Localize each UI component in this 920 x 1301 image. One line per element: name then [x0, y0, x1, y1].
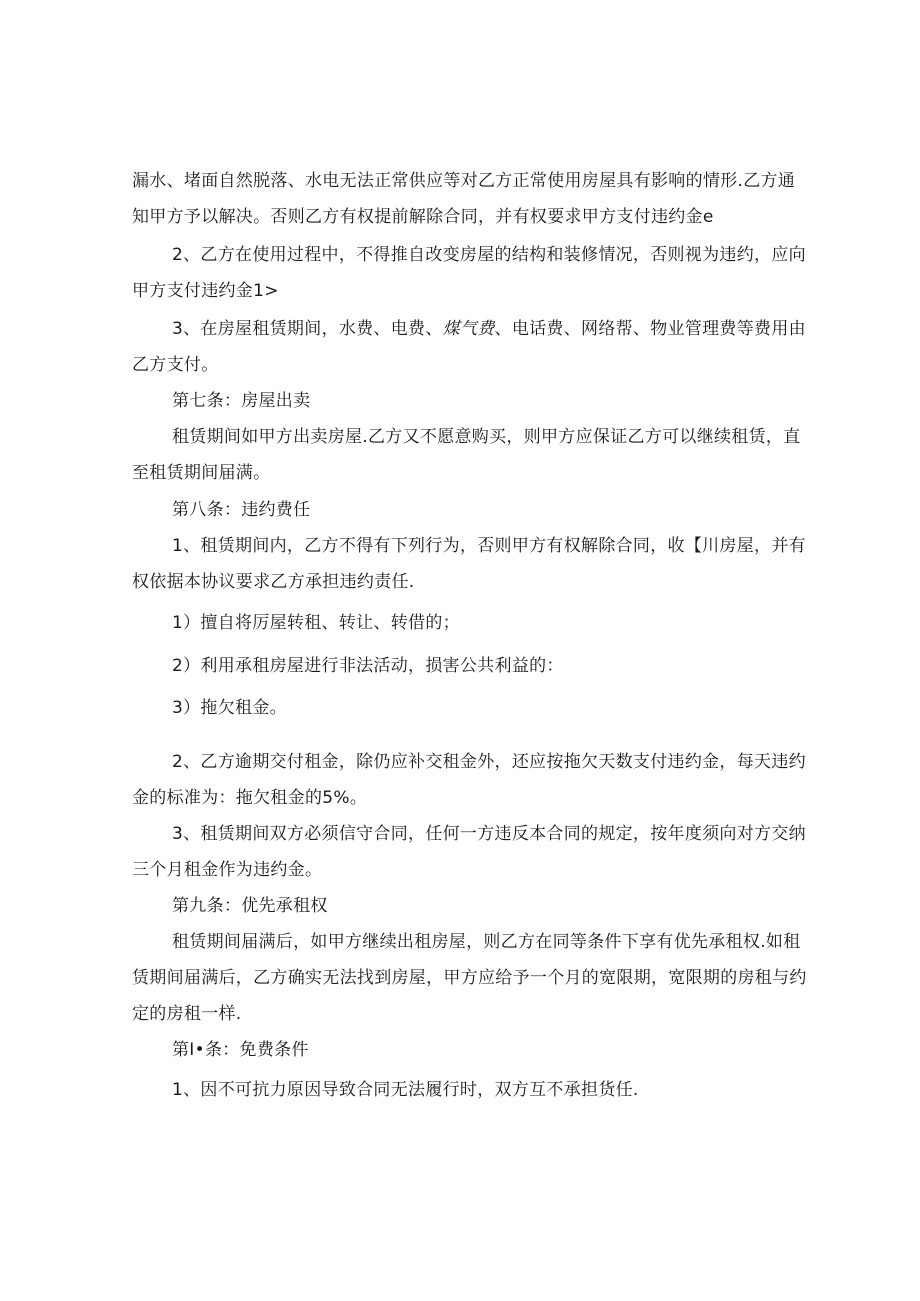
paragraph-line: 租赁期间如甲方出卖房屋.乙方又不愿意购买，则甲方应保证乙方可以继续租赁，直: [172, 427, 801, 447]
paragraph-line: 定的房租一样.: [132, 1004, 242, 1024]
list-item: 2）利用承租房屋进行非法活动，损害公共利益的：: [172, 656, 564, 676]
paragraph-line: 1、租赁期间内，乙方不得有下列行为，否则甲方有权解除合同，收【川房屋，并有: [172, 536, 806, 556]
text-span: 、电话费、网络帮、物业管理费等费用由: [494, 319, 806, 339]
section-heading-7: 第七条：房屋出卖: [172, 391, 311, 411]
section-heading-8: 第八条：违约费任: [172, 500, 311, 520]
paragraph-line: 租赁期间届满后，如甲方继续出租房屋，则乙方在同等条件下享有优先承租权.如租: [172, 932, 801, 952]
paragraph-line: 1、因不可抗力原因导致合同无法履行时，双方互不承担货任.: [172, 1080, 639, 1100]
text-span: 3、在房屋租赁期间，水费、电费、: [172, 319, 443, 339]
section-heading-9: 第九条：优先承租权: [172, 896, 328, 916]
paragraph-line: [172, 318, 806, 340]
paragraph-line: 知甲方予以解决。否则乙方有权提前解除合同，并有权要求甲方支付违约金e: [132, 207, 714, 227]
paragraph-line: 2、乙方逾期交付租金，除仍应补交租金外，还应按拖欠天数支付违约金，每天违约: [172, 752, 806, 772]
paragraph-line: 3、租赁期间双方必须信守合同，任何一方违反本合同的规定，按年度须向对方交纳: [172, 824, 806, 844]
section-heading-10: 第I•条：免费条件: [172, 1040, 309, 1060]
paragraph-line: 漏水、堵面自然脱落、水电无法正常供应等对乙方正常使用房屋具有影响的情形.乙方通: [132, 171, 796, 191]
paragraph-line: 权依据本协议要求乙方承担违约责任.: [132, 572, 415, 592]
text-span-italic: 煤气费: [442, 319, 495, 339]
paragraph-line: 甲方支付违约金1>: [132, 281, 279, 301]
list-item: 1）擅自将厉屋转租、转让、转借的；: [172, 613, 460, 633]
paragraph-line: 乙方支付。: [132, 355, 219, 375]
paragraph-line: 至租赁期间届满。: [132, 463, 271, 483]
paragraph-line: 三个月租金作为违约金。: [132, 860, 323, 880]
list-item: 3）拖欠租金。: [172, 698, 287, 718]
paragraph-line: 金的标准为：拖欠租金的5%。: [132, 788, 368, 808]
paragraph-line: 2、乙方在使用过程中，不得推自改变房屋的结构和装修情况，否则视为违约，应向: [172, 245, 806, 265]
paragraph-line: 赁期间届满后，乙方确实无法找到房屋，甲方应给予一个月的宽限期，宽限期的房租与约: [132, 968, 807, 988]
